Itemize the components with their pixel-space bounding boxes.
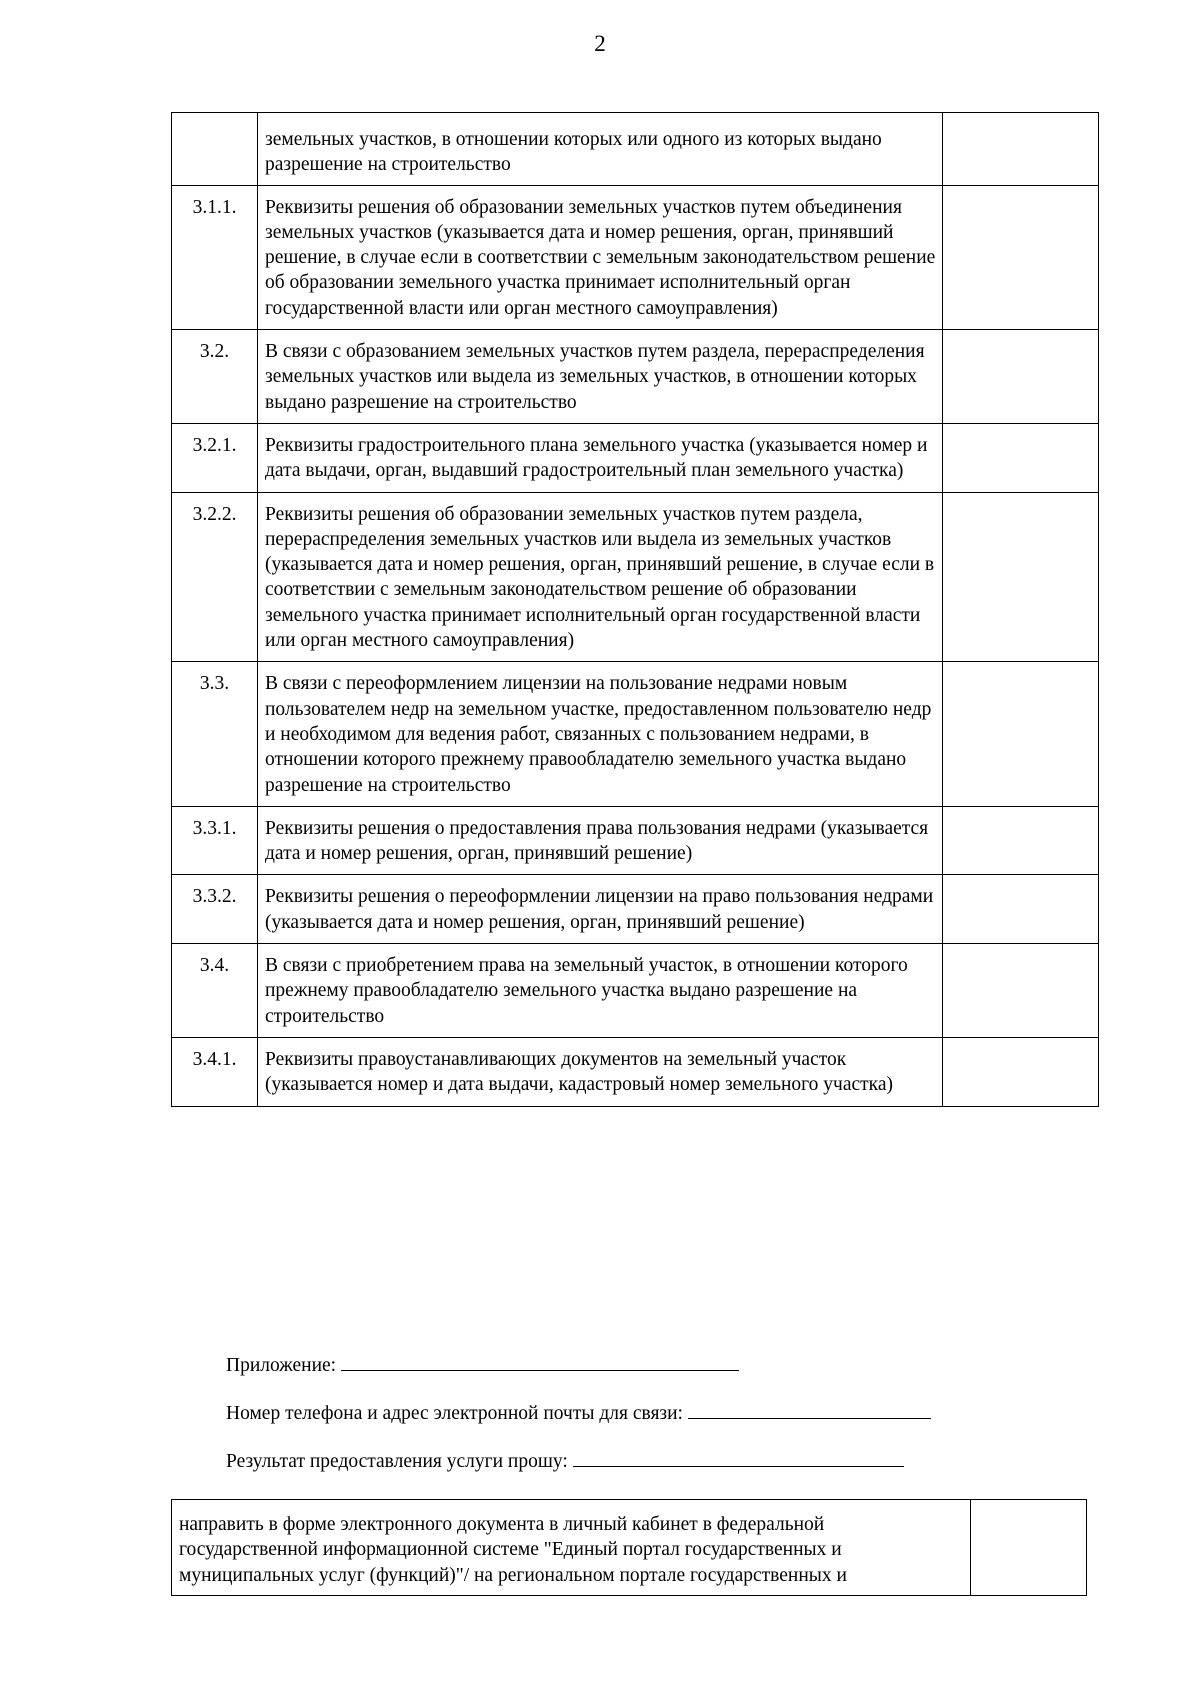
row-value-cell[interactable]: [943, 185, 1099, 329]
delivery-option-text: направить в форме электронного документа в личный кабинет в федеральной государственной информационной системе "Единый портал государственных и муниципальных услуг (функций)"/ на региональном портале государственных и: [172, 1500, 971, 1596]
row-value-cell[interactable]: [943, 492, 1099, 662]
table-row: [172, 944, 1099, 1038]
row-description: Реквизиты правоустанавливающих документов на земельный участок (указывается номер и дата выдачи, кадастровый номер земельного участка): [258, 1037, 943, 1106]
delivery-option-checkbox-cell[interactable]: [971, 1500, 1087, 1596]
table-row: [172, 330, 1099, 424]
row-value-cell[interactable]: [943, 113, 1099, 186]
table-row: [172, 662, 1099, 806]
row-description: В связи с переоформлением лицензии на пользование недрами новым пользователем недр на земельном участке, предоставленном пользователю недр и необходимом для ведения работ, связанных с пользованием недрами, в отношении которого прежнему правообладателю земельного участка выдано разрешение на строительство: [258, 662, 943, 806]
attachment-label: Приложение:: [226, 1355, 337, 1376]
result-field: [226, 1447, 904, 1474]
row-number: 3.1.1.: [172, 185, 258, 329]
row-value-cell[interactable]: [943, 1037, 1099, 1106]
contact-blank[interactable]: [688, 1399, 931, 1419]
table-row: [172, 806, 1099, 875]
row-number: 3.2.: [172, 330, 258, 424]
row-description: В связи с приобретением права на земельный участок, в отношении которого прежнему правообладателю земельного участка выдано разрешение на строительство: [258, 944, 943, 1038]
row-description: Реквизиты градостроительного плана земельного участка (указывается номер и дата выдачи, орган, выдавший градостроительный план земельного участка): [258, 423, 943, 492]
row-number: 3.3.: [172, 662, 258, 806]
table-row: [172, 492, 1099, 662]
row-description: земельных участков, в отношении которых или одного из которых выдано разрешение на строительство: [258, 113, 943, 186]
row-value-cell[interactable]: [943, 330, 1099, 424]
row-value-cell[interactable]: [943, 806, 1099, 875]
row-number: 3.2.2.: [172, 492, 258, 662]
row-value-cell[interactable]: [943, 944, 1099, 1038]
attachment-field: [226, 1351, 739, 1378]
row-description: В связи с образованием земельных участков путем раздела, перераспределения земельных участков или выдела из земельных участков, в отношении которых выдано разрешение на строительство: [258, 330, 943, 424]
row-number: 3.4.: [172, 944, 258, 1038]
contact-field: [226, 1399, 931, 1426]
contact-label: Номер телефона и адрес электронной почты для связи:: [226, 1403, 683, 1424]
row-number: 3.4.1.: [172, 1037, 258, 1106]
row-value-cell[interactable]: [943, 875, 1099, 944]
table-row: [172, 1037, 1099, 1106]
attachment-blank[interactable]: [341, 1351, 739, 1371]
row-description: Реквизиты решения об образовании земельных участков путем объединения земельных участков (указывается дата и номер решения, орган, принявший решение, в случае если в соответствии с земельным законодательством решение об образовании земельного участка принимает исполнительный орган государственной власти или орган местного самоуправления): [258, 185, 943, 329]
row-description: Реквизиты решения об образовании земельных участков путем раздела, перераспределения земельных участков или выдела из земельных участков (указывается дата и номер решения, орган, принявший решение, в случае если в соответствии с земельным законодательством решение об образовании земельного участка принимает исполнительный орган государственной власти или орган местного самоуправления): [258, 492, 943, 662]
table-row: [172, 113, 1099, 186]
row-number: 3.3.1.: [172, 806, 258, 875]
table-row: [172, 185, 1099, 329]
row-number: [172, 113, 258, 186]
table-row: [172, 875, 1099, 944]
delivery-options-table: [171, 1499, 1087, 1596]
table-row: [172, 1500, 1087, 1596]
row-value-cell[interactable]: [943, 423, 1099, 492]
result-blank[interactable]: [573, 1447, 904, 1467]
page-number: 2: [594, 31, 606, 56]
row-description: Реквизиты решения о переоформлении лицензии на право пользования недрами (указывается дата и номер решения, орган, принявший решение): [258, 875, 943, 944]
row-number: 3.2.1.: [172, 423, 258, 492]
row-value-cell[interactable]: [943, 662, 1099, 806]
result-label: Результат предоставления услуги прошу:: [226, 1451, 568, 1472]
requisites-table: [171, 112, 1099, 1107]
table-row: [172, 423, 1099, 492]
row-description: Реквизиты решения о предоставления права пользования недрами (указывается дата и номер решения, орган, принявший решение): [258, 806, 943, 875]
row-number: 3.3.2.: [172, 875, 258, 944]
